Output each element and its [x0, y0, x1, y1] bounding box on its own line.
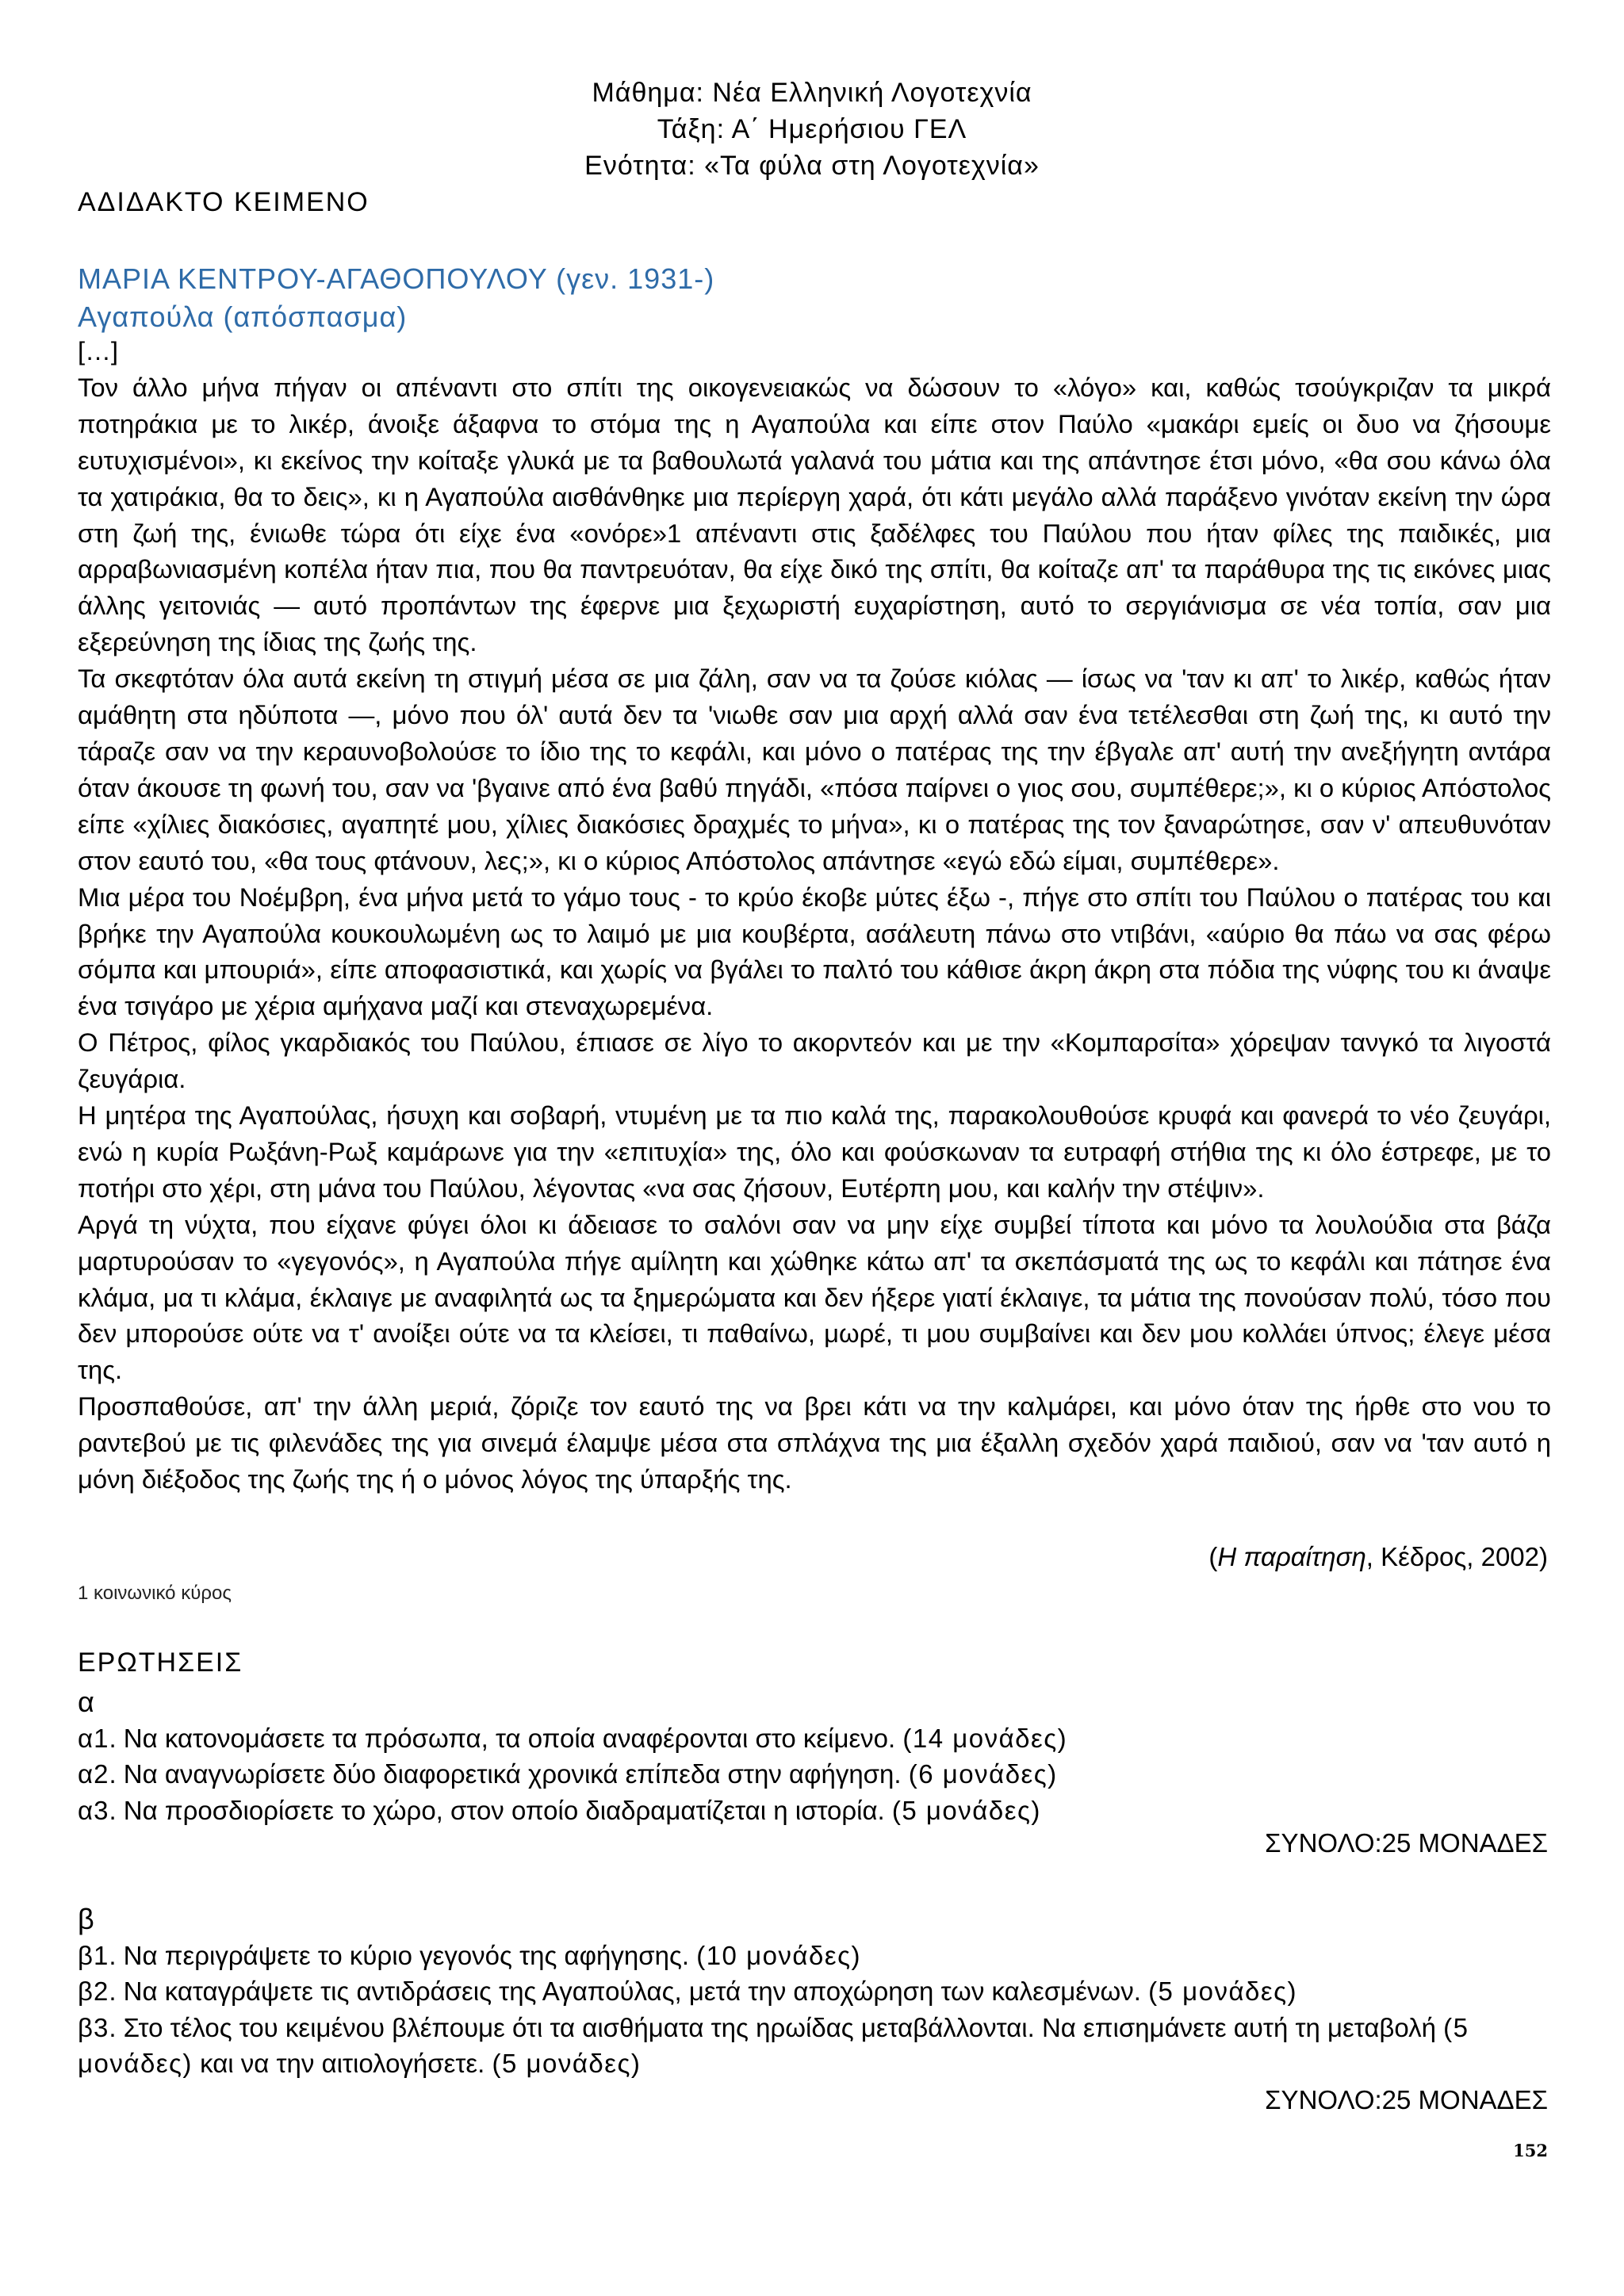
group-b-label: β	[78, 1903, 94, 1935]
work-title: Αγαπούλα (απόσπασμα)	[78, 300, 408, 333]
unit-line: Ενότητα: «Τα φύλα στη Λογοτεχνία»	[584, 151, 1040, 181]
group-a-label: α	[78, 1686, 94, 1718]
page-number: 152	[1513, 2141, 1548, 2160]
passage-paragraph: Αργά τη νύχτα, που είχανε φύγει όλοι κι άδειασε το σαλόνι σαν να μην είχε συμβεί τίποτα και μόνο τα λουλούδια στα βάζα μαρτυρούσαν το «γεγονός», η Αγαπούλα πήγε αμίλητη και χώθηκε κάτω απ' τα σκεπάσματά της ως το κεφάλι και πάτησε ένα κλάμα, μα τι κλάμα, έκλαιγε με αναφιλητά ως τα ξημερώματα και δεν ήξερε γιατί έκλαιγε, τα μάτια της πονούσαν πολύ, τόσο που δεν μπορούσε ούτε να τ' ανοίξει ούτε να τα κλείσει, τι παθαίνω, μωρέ, τι μου συμβαίνει και δεν μου κολλάει ύπνος; έλεγε μέσα της.	[78, 1209, 1551, 1385]
passage	[78, 333, 1551, 1498]
section-label: ΑΔΙΔΑΚΤΟ ΚΕΙΜΕΝΟ	[78, 187, 370, 217]
author-name: ΜΑΡΙΑ ΚΕΝΤΡΟΥ-ΑΓΑΘΟΠΟΥΛΟΥ (γεν. 1931-)	[78, 262, 715, 295]
question-b1: β1. Να περιγράψετε το κύριο γεγονός της αφήγησης. (10 μονάδες)	[78, 1940, 861, 1970]
total-a: ΣΥΝΟΛΟ:25 ΜΟΝΑΔΕΣ	[1265, 1828, 1548, 1858]
passage-paragraph: Ο Πέτρος, φίλος γκαρδιακός του Παύλου, έπιασε σε λίγο το ακορντεόν και με την «Κομπαρσίτα» χόρεψαν τανγκό τα λιγοστά ζευγάρια.	[78, 1027, 1551, 1094]
citation-title: Η παραίτηση	[1217, 1542, 1366, 1571]
question-a1: α1. Να κατονομάσετε τα πρόσωπα, τα οποία αναφέρονται στο κείμενο. (14 μονάδες)	[78, 1723, 1068, 1753]
footnote: 1 κοινωνικό κύρος	[78, 1582, 232, 1604]
question-a2: α2. Να αναγνωρίσετε δύο διαφορετικά χρονικά επίπεδα στην αφήγηση. (6 μονάδες)	[78, 1759, 1058, 1789]
questions-title: ΕΡΩΤΗΣΕΙΣ	[78, 1647, 243, 1678]
citation-open: (	[1208, 1542, 1218, 1571]
subject-line: Μάθημα: Νέα Ελληνική Λογοτεχνία	[592, 78, 1032, 108]
citation-rest: , Κέδρος, 2002)	[1365, 1542, 1548, 1571]
passage-paragraph: Μια μέρα του Νοέμβρη, ένα μήνα μετά το γάμο τους - το κρύο έκοβε μύτες έξω -, πήγε στο σπίτι του Παύλου ο πατέρας του και βρήκε την Αγαπούλα κουκουλωμένη ως το λαιμό με μια κουβέρτα, ασάλευτη πάνω στο ντιβάνι, «αύριο θα πάω να σας φέρω σόμπα και μπουριά», είπε αποφασιστικά, και χωρίς να βγάλει το παλτό του κάθισε άκρη άκρη στα πόδια της νύφης του κι άναψε ένα τσιγάρο με χέρια αμήχανα μαζί και στεναχωρεμένα.	[78, 882, 1551, 1021]
class-line: Τάξη: Α΄ Ημερήσιου ΓΕΛ	[657, 114, 967, 144]
citation	[1208, 1542, 1548, 1572]
passage-paragraph: Προσπαθούσε, απ' την άλλη μεριά, ζόριζε τον εαυτό της να βρει κάτι να την καλμάρει, και μόνο όταν της ήρθε στο νου το ραντεβού με τις φιλενάδες της για σινεμά έλαμψε μέσα στα σπλάχνα της μια έξαλλη σχεδόν χαρά παιδιού, σαν να 'ταν αυτό η μόνη διέξοδος της ζωής της ή ο μόνος λόγος της ύπαρξής της.	[78, 1391, 1551, 1494]
question-group-a	[78, 1684, 1551, 1828]
question-b2: β2. Να καταγράψετε τις αντιδράσεις της Αγαπούλας, μετά την αποχώρηση των καλεσμένων. (5 μονάδες)	[78, 1976, 1297, 2006]
question-a3: α3. Να προσδιορίσετε το χώρο, στον οποίο διαδραματίζεται η ιστορία. (5 μονάδες)	[78, 1795, 1041, 1825]
passage-paragraph: […]	[78, 336, 119, 365]
total-b: ΣΥΝΟΛΟ:25 ΜΟΝΑΔΕΣ	[1265, 2085, 1548, 2114]
author-block	[78, 260, 714, 336]
header	[0, 75, 1624, 184]
passage-paragraph: Τον άλλο μήνα πήγαν οι απέναντι στο σπίτι της οικογενειακώς να δώσουν το «λόγο» και, καθώς τσούγκριζαν τα μικρά ποτηράκια με το λικέρ, άνοιξε άξαφνα το στόμα της η Αγαπούλα και είπε στον Παύλο «μακάρι εμείς οι δυο να ζήσουμε ευτυχισμένοι», κι εκείνος την κοίταξε γλυκά με τα βαθουλωτά γαλανά του μάτια και της απάντησε έτσι μόνο, «θα σου κάνω όλα τα χατιράκια, θα το δεις», κι η Αγαπούλα αισθάνθηκε μια περίεργη χαρά, ότι κάτι μεγάλο αλλά παράξενο γινόταν εκείνη την ώρα στη ζωή της, ένιωθε τώρα ότι είχε ένα «ονόρε»1 απέναντι στις ξαδέλφες του Παύλου που ήταν φίλες της παιδικές, μια αρραβωνιασμένη κοπέλα ήταν πια, που θα παντρευόταν, θα είχε δικό της σπίτι, θα κοίταζε απ' τα παράθυρα της τις εικόνες μιας άλλης γειτονιάς — αυτό προπάντων της έφερνε μια ξεχωριστή ευχαρίστηση, αυτό το σεργιάνισμα σε νέα τοπία, σαν μια εξερεύνηση της ίδιας της ζωής της.	[78, 372, 1551, 657]
passage-paragraph: Η μητέρα της Αγαπούλας, ήσυχη και σοβαρή, ντυμένη με τα πιο καλά της, παρακολουθούσε κρυφά και φανερά το νέο ζευγάρι, ενώ η κυρία Ρωξάνη-Ρωξ καμάρωνε για την «επιτυχία» της, όλο και φούσκωναν τα ευτραφή στήθια της κι όλο έστρεφε, με το ποτήρι στο χέρι, στη μάνα του Παύλου, λέγοντας «να σας ζήσουν, Ευτέρπη μου, και καλήν την στέψιν».	[78, 1100, 1551, 1203]
question-group-b	[78, 1901, 1551, 2082]
passage-paragraph: Τα σκεφτόταν όλα αυτά εκείνη τη στιγμή μέσα σε μια ζάλη, σαν να τα ζούσε κιόλας — ίσως να 'ταν κι απ' το λικέρ, καθώς ήταν αμάθητη στα ηδύποτα —, μόνο που όλ' αυτά δεν τα 'νιωθε σαν μια αρχή αλλά σαν ένα τετέλεσθαι στη ζωή της, κι αυτό την τάραζε σαν να την κεραυνοβολούσε το ίδιο της το κεφάλι, και μόνο ο πατέρας της την έβγαλε απ' αυτή την ανεξήγητη αντάρα όταν άκουσε τη φωνή του, σαν να 'βγαινε από ένα βαθύ πηγάδι, «πόσα παίρνει ο γιος σου, συμπέθερε;», κι ο κύριος Απόστολος είπε «χίλιες διακόσιες, αγαπητέ μου, χίλιες διακόσιες δραχμές το μήνα», κι ο πατέρας της τον ξαναρώτησε, σαν ν' απευθυνόταν στον εαυτό του, «θα τους φτάνουν, λες;», κι ο κύριος Απόστολος απάντησε «εγώ εδώ είμαι, συμπέθερε».	[78, 664, 1551, 875]
question-b3: β3. Στο τέλος του κειμένου βλέπουμε ότι τα αισθήματα της ηρωίδας μεταβάλλονται. Να επισημάνετε αυτή τη μεταβολή (5 μονάδες) και να την αιτιολογήσετε. (5 μονάδες)	[78, 2012, 1469, 2078]
